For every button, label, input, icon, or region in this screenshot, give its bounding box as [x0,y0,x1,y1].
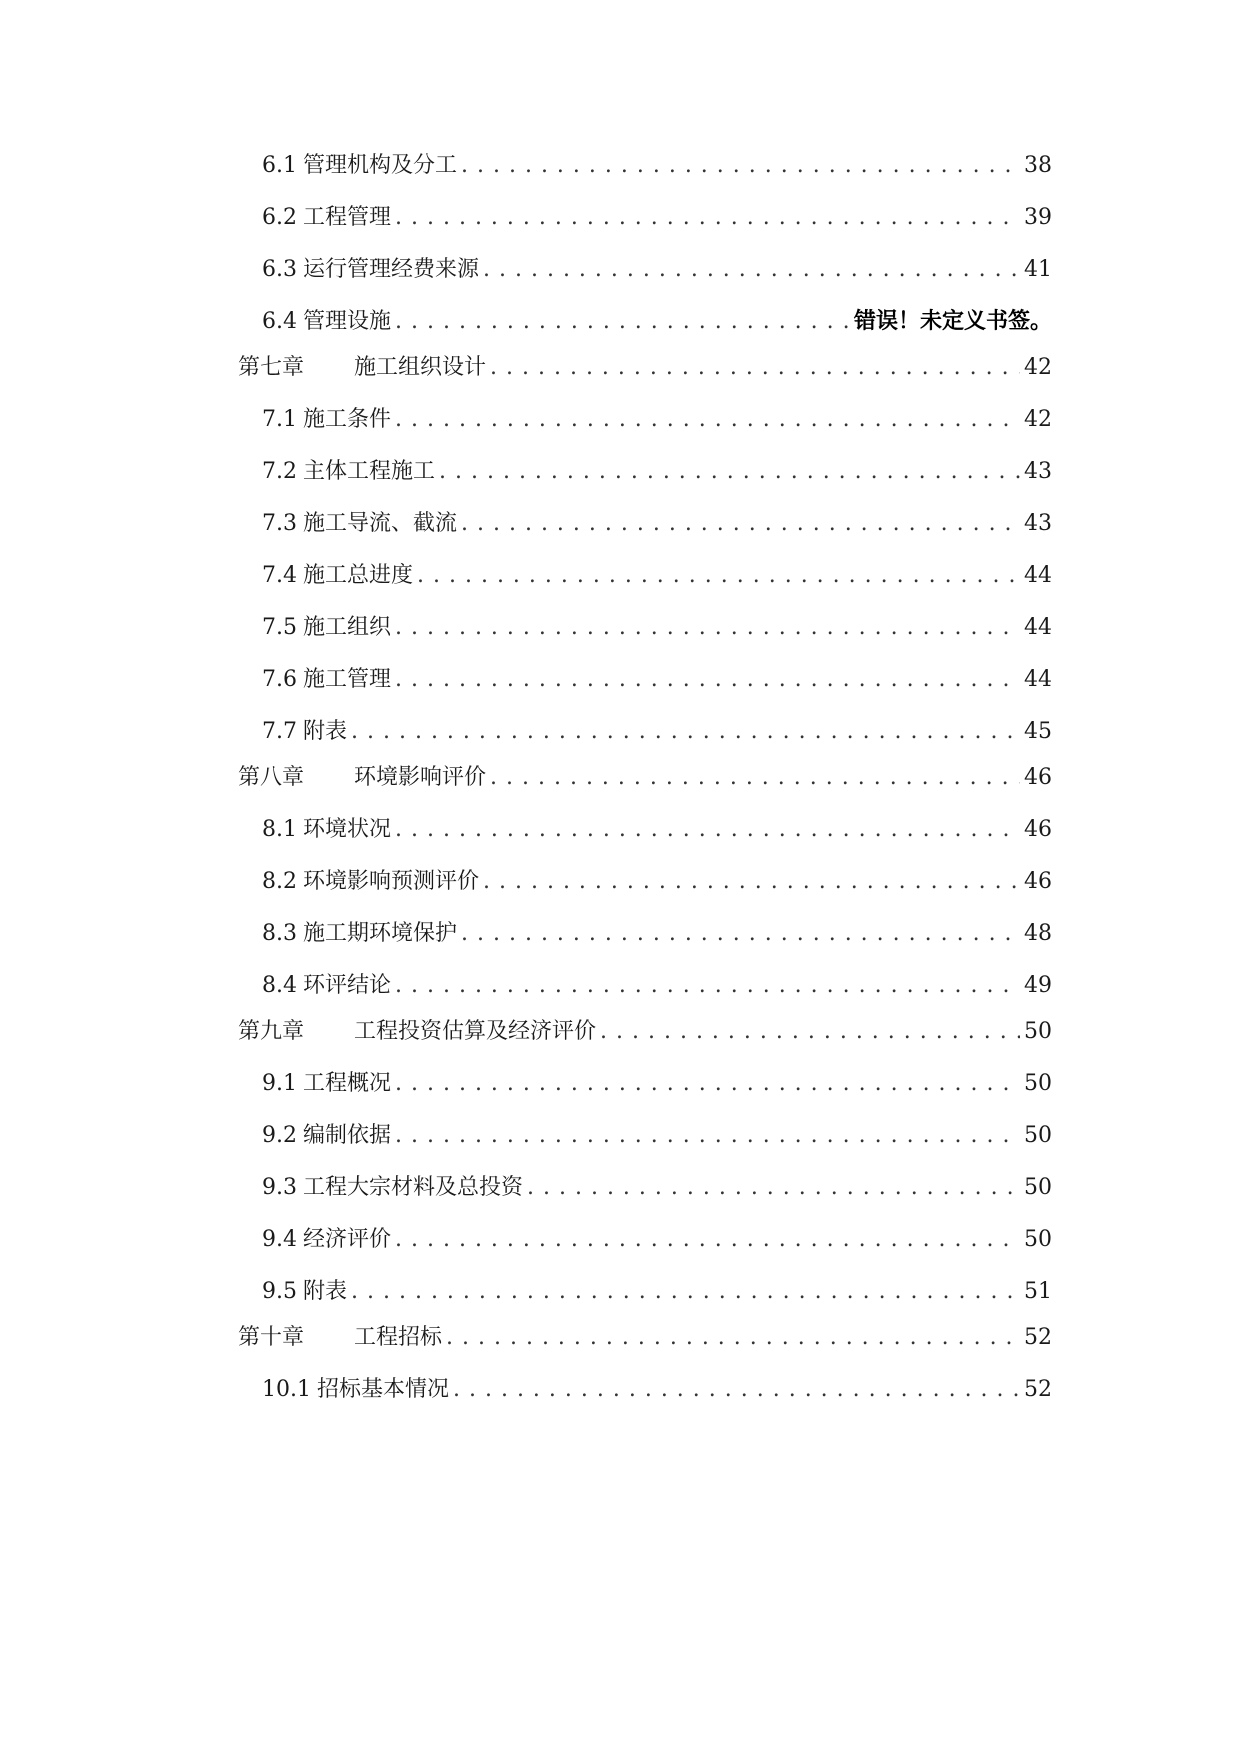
toc-entry-number: 8.4 [262,973,297,998]
toc-section-entry[interactable] [262,198,1052,232]
dot-leader [490,764,1020,792]
dot-leader [395,308,850,336]
toc-entry-number: 10.1 [262,1377,311,1402]
toc-entry-page: 42 [1024,355,1052,380]
toc-entry-title: 环评结论 [303,973,392,998]
toc-entry-page: 43 [1024,459,1052,484]
toc-section-entry[interactable] [262,1168,1052,1202]
toc-entry-page: 50 [1024,1019,1052,1044]
toc-chapter-entry[interactable] [238,1318,1052,1352]
toc-section-entry[interactable] [262,250,1052,284]
dot-leader [395,204,1020,232]
toc-entry-number: 7.1 [262,407,297,432]
toc-section-entry[interactable] [262,608,1052,642]
toc-entry-number: 7.2 [262,459,297,484]
toc-entry-title: 环境影响评价 [354,765,487,790]
dot-leader [395,406,1020,434]
toc-section-entry[interactable] [262,712,1052,746]
toc-entry-number: 第八章 [238,765,305,790]
toc-entry-title: 主体工程施工 [303,459,436,484]
toc-entry-page: 50 [1024,1071,1052,1096]
toc-entry-number: 7.3 [262,511,297,536]
toc-entry-title: 环境状况 [303,817,392,842]
toc-entry-number: 9.4 [262,1227,297,1252]
toc-chapter-entry[interactable] [238,758,1052,792]
dot-leader [351,718,1020,746]
toc-chapter-entry[interactable] [238,1012,1052,1046]
toc-entry-page: 46 [1024,817,1052,842]
toc-entry-title: 招标基本情况 [316,1377,449,1402]
toc-section-entry[interactable] [262,556,1052,590]
toc-section-entry[interactable] [262,146,1052,180]
toc-section-entry[interactable] [262,504,1052,538]
toc-entry-title: 运行管理经费来源 [303,257,480,282]
dot-leader [395,816,1020,844]
dot-leader [351,1278,1020,1306]
dot-leader [483,868,1020,896]
toc-entry-number: 7.5 [262,615,297,640]
toc-entry-number: 9.5 [262,1279,297,1304]
toc-entry-title: 施工管理 [303,667,392,692]
toc-entry-page: 44 [1024,667,1052,692]
toc-entry-page: 43 [1024,511,1052,536]
toc-section-entry[interactable] [262,966,1052,1000]
toc-entry-number: 9.1 [262,1071,297,1096]
toc-entry-page: 46 [1024,765,1052,790]
toc-entry-number: 第十章 [238,1325,305,1350]
toc-entry-title: 附表 [303,719,348,744]
toc-entry-page: 45 [1024,719,1052,744]
toc-entry-title: 环境影响预测评价 [303,869,480,894]
toc-entry-page: 46 [1024,869,1052,894]
toc-entry-number: 9.2 [262,1123,297,1148]
toc-entry-title: 管理机构及分工 [303,153,458,178]
toc-entry-title: 工程大宗材料及总投资 [303,1175,524,1200]
toc-entry-page: 49 [1024,973,1052,998]
dot-leader [395,1226,1020,1254]
toc-entry-number: 6.1 [262,153,297,178]
toc-section-entry[interactable] [262,660,1052,694]
toc-entry-title: 编制依据 [303,1123,392,1148]
toc-entry-title: 工程招标 [354,1325,443,1350]
dot-leader [439,458,1020,486]
toc-entry-page: 41 [1024,257,1052,282]
toc-section-entry[interactable] [262,452,1052,486]
toc-entry-title: 工程概况 [303,1071,392,1096]
toc-section-entry[interactable] [262,862,1052,896]
toc-entry-title: 施工组织 [303,615,392,640]
toc-entry-page: 错误！未定义书签。 [853,309,1052,334]
toc-entry-page: 52 [1024,1377,1052,1402]
toc-section-entry[interactable] [262,1064,1052,1098]
toc-section-entry[interactable] [262,302,1052,336]
toc-entry-title: 施工总进度 [303,563,414,588]
toc-entry-number: 6.4 [262,309,297,334]
toc-entry-title: 管理设施 [303,309,392,334]
toc-section-entry[interactable] [262,1116,1052,1150]
toc-entry-page: 48 [1024,921,1052,946]
toc-entry-number: 7.4 [262,563,297,588]
toc-entry-title: 施工期环境保护 [303,921,458,946]
toc-entry-number: 8.1 [262,817,297,842]
toc-entry-page: 42 [1024,407,1052,432]
toc-entry-number: 第七章 [238,355,305,380]
dot-leader [483,256,1020,284]
toc-entry-number: 6.2 [262,205,297,230]
toc-entry-title: 施工条件 [303,407,392,432]
toc-entry-number: 7.6 [262,667,297,692]
toc-entry-title: 施工导流、截流 [303,511,458,536]
dot-leader [490,354,1020,382]
dot-leader [395,614,1020,642]
dot-leader [600,1018,1020,1046]
toc-entry-number: 8.2 [262,869,297,894]
dot-leader [417,562,1020,590]
dot-leader [395,1070,1020,1098]
toc-chapter-entry[interactable] [238,348,1052,382]
dot-leader [446,1324,1020,1352]
toc-entry-title: 工程投资估算及经济评价 [354,1019,597,1044]
toc-entry-number: 7.7 [262,719,297,744]
dot-leader [395,1122,1020,1150]
toc-entry-title: 施工组织设计 [354,355,487,380]
toc-section-entry[interactable] [262,1370,1052,1404]
toc-section-entry[interactable] [262,1272,1052,1306]
toc-entry-number: 9.3 [262,1175,297,1200]
toc-entry-page: 52 [1024,1325,1052,1350]
toc-entry-page: 50 [1024,1123,1052,1148]
toc-section-entry[interactable] [262,400,1052,434]
dot-leader [527,1174,1020,1202]
dot-leader [453,1376,1020,1404]
toc-entry-number: 6.3 [262,257,297,282]
toc-entry-title: 工程管理 [303,205,392,230]
toc-entry-page: 44 [1024,563,1052,588]
toc-section-entry[interactable] [262,914,1052,948]
dot-leader [395,972,1020,1000]
toc-entry-title: 经济评价 [303,1227,392,1252]
toc-entry-page: 44 [1024,615,1052,640]
dot-leader [461,510,1020,538]
toc-entry-title: 附表 [303,1279,348,1304]
dot-leader [461,920,1020,948]
toc-entry-number: 第九章 [238,1019,305,1044]
toc-entry-page: 51 [1024,1279,1052,1304]
toc-entry-page: 50 [1024,1227,1052,1252]
dot-leader [395,666,1020,694]
toc-entry-number: 8.3 [262,921,297,946]
dot-leader [461,152,1020,180]
toc-section-entry[interactable] [262,810,1052,844]
toc-entry-page: 38 [1024,153,1052,178]
toc-entry-page: 39 [1024,205,1052,230]
toc-entry-page: 50 [1024,1175,1052,1200]
toc-section-entry[interactable] [262,1220,1052,1254]
